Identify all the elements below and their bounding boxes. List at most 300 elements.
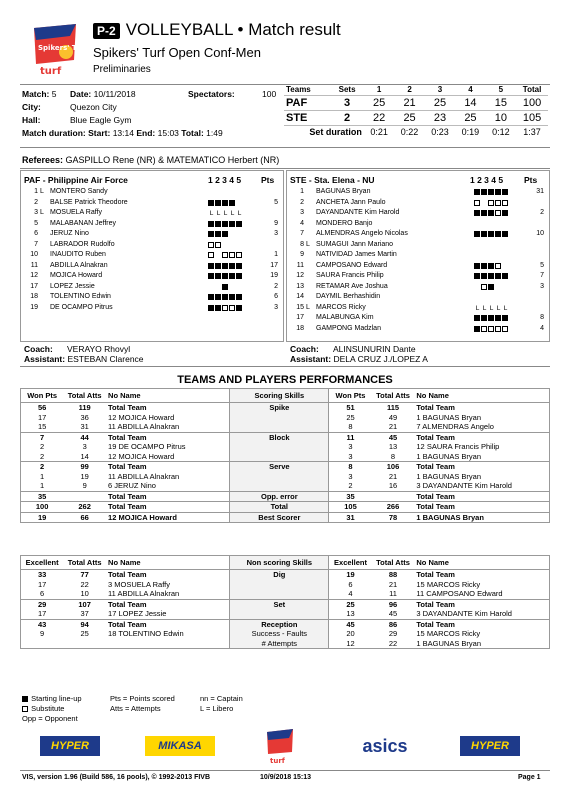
perf-player: 12 MOJICA Howard	[108, 512, 177, 522]
player-name: DAYMIL Berhashidin	[316, 293, 381, 300]
perf-row	[21, 481, 550, 491]
skill-label: # Attempts	[230, 639, 329, 649]
substitute-square-icon	[481, 326, 487, 332]
perf-header-cell: Won Pts	[335, 391, 366, 400]
skill-label: Success - Faults	[230, 629, 329, 639]
perf-row	[21, 502, 550, 513]
perf-value: 31	[346, 512, 355, 522]
player-set-marks	[474, 210, 509, 217]
player-number: 1	[34, 188, 38, 195]
starting-square-icon	[229, 200, 235, 206]
player-name: BALSE Patrick Theodore	[50, 198, 128, 206]
perf-value: 35	[346, 491, 355, 501]
perf-row	[21, 512, 550, 523]
title-text: VOLLEYBALL • Match result	[125, 20, 341, 39]
perf-row	[21, 629, 550, 639]
starting-square-icon	[474, 189, 480, 195]
player-set-marks	[208, 242, 222, 249]
perf-value: 20	[346, 629, 355, 638]
perf-value: 19	[346, 570, 355, 579]
referees: Referees: GASPILLO Rene (NR) & MATEMATICO Herbert (NR)	[22, 155, 280, 165]
substitute-square-icon	[208, 242, 214, 248]
perf-value: 49	[388, 412, 398, 422]
blank-mark	[481, 200, 487, 206]
perf-row	[21, 639, 550, 649]
divider	[20, 168, 550, 169]
player-points: 7	[540, 272, 544, 279]
perf-player: Total Team	[108, 570, 147, 579]
starting-square-icon	[222, 231, 228, 237]
perf-player: 12 MOJICA Howard	[108, 451, 175, 461]
starting-square-icon	[236, 305, 242, 311]
perf-player: 3 MOSUELA Raffy	[108, 579, 171, 589]
perf-header-cell: Total Atts	[376, 558, 410, 567]
perf-player: Total Team	[416, 619, 455, 629]
perf-value: 45	[346, 619, 355, 629]
perf-value: 1	[40, 471, 45, 481]
player-number: 7	[34, 240, 38, 248]
perf-row	[21, 462, 550, 472]
starting-square-icon	[495, 273, 501, 279]
perf-player: 11 ABDILLA Alnakran	[108, 589, 180, 598]
libero-mark: L	[216, 210, 221, 217]
duration-info: Match duration: Start: 13:14 End: 15:03 Total: 1:49	[22, 128, 223, 138]
sets-header-row: Teams Sets 1 2 3 4 5 Total	[286, 85, 542, 94]
perf-value: 33	[37, 570, 47, 579]
player-number: 5	[34, 219, 38, 227]
sponsor-hyper-logo-2: HYPER	[460, 736, 520, 756]
perf-row	[21, 403, 550, 413]
perf-value: 2	[40, 462, 45, 471]
perf-value: 45	[388, 609, 398, 618]
blank-mark	[215, 284, 221, 290]
team-a-name: PAF - Philippine Air Force	[24, 175, 128, 185]
perf-value: 14	[80, 451, 89, 461]
scoring-table	[20, 388, 550, 523]
player-number: 2	[34, 198, 38, 206]
perf-value: 44	[80, 432, 89, 442]
starting-square-icon	[495, 189, 501, 195]
perf-header-cell: Total Atts	[67, 558, 102, 567]
perf-value: 4	[348, 589, 353, 598]
sponsor-asics-logo: asics	[362, 735, 408, 756]
player-name: TOLENTINO Edwin	[50, 293, 111, 300]
perf-value: 13	[346, 609, 355, 618]
perf-value: 16	[388, 481, 398, 490]
libero-mark: L	[496, 304, 501, 312]
starting-square-icon	[474, 273, 480, 279]
perf-value: 3	[348, 442, 353, 451]
player-set-marks	[208, 273, 243, 280]
perf-row	[21, 589, 550, 599]
player-name: ALMENDRAS Angelo Nicolas	[316, 230, 408, 237]
player-set-marks	[474, 284, 495, 291]
perf-value: 262	[78, 502, 91, 511]
competition-name: Spikers' Turf Open Conf-Men	[93, 45, 261, 60]
skill-label	[230, 589, 329, 599]
date-info: Date: 10/11/2018	[70, 89, 136, 99]
player-points: 3	[274, 303, 278, 311]
starting-square-icon	[495, 231, 501, 237]
perf-value: 99	[80, 462, 89, 471]
starting-square-icon	[481, 210, 487, 216]
perf-value: 19	[80, 471, 89, 481]
perf-value: 8	[348, 422, 353, 431]
perf-value: 2	[40, 451, 45, 461]
perf-value: 88	[388, 570, 398, 579]
player-number: 3	[34, 209, 38, 216]
perf-header-cell: Excellent	[334, 558, 367, 567]
perf-player: 15 MARCOS Ricky	[416, 579, 481, 589]
perf-player: 11 CAMPOSANO Edward	[416, 589, 503, 598]
perf-player: 18 TOLENTINO Edwin	[108, 629, 184, 638]
perf-value: 8	[348, 462, 353, 471]
team-b-assistant: Assistant: DELA CRUZ J./LOPEZ A	[290, 354, 428, 364]
perf-value: 10	[80, 589, 89, 598]
nonscoring-table	[20, 555, 550, 649]
starting-square-icon	[502, 210, 508, 216]
starting-square-icon	[208, 200, 214, 206]
perf-value: 105	[344, 502, 357, 511]
perf-value: 22	[388, 638, 398, 648]
perf-value: 3	[348, 471, 353, 481]
perf-player: Total Team	[416, 403, 455, 412]
p2-badge: P-2	[93, 23, 120, 39]
perf-value: 12	[346, 638, 355, 648]
libero-mark: L	[237, 210, 242, 217]
perf-value: 66	[80, 512, 89, 522]
perf-player	[106, 639, 230, 649]
player-set-marks	[208, 200, 236, 207]
filled-square-icon	[22, 696, 28, 702]
player-points: 6	[274, 293, 278, 300]
perf-value: 2	[348, 481, 353, 490]
player-number: 15	[296, 303, 304, 311]
substitute-square-icon	[502, 326, 508, 332]
perf-value: 3	[348, 451, 353, 461]
starting-square-icon	[502, 231, 508, 237]
phase-name: Preliminaries	[93, 64, 151, 75]
legend-substitute: Substitute	[22, 704, 64, 713]
perf-player: Total Team	[416, 491, 455, 501]
player-points: 3	[274, 230, 278, 237]
perf-value: 43	[37, 619, 47, 629]
page-title	[93, 20, 341, 40]
city-info: City:	[22, 102, 41, 112]
perf-value: 6	[40, 589, 45, 598]
svg-text:turf: turf	[270, 757, 285, 765]
perf-value: 2	[40, 442, 45, 451]
perf-value: 266	[386, 502, 400, 511]
hall-value: Blue Eagle Gym	[70, 115, 132, 125]
player-set-marks	[474, 305, 509, 312]
skill-label: Opp. error	[230, 491, 329, 502]
perf-value: 21	[388, 422, 398, 431]
libero-mark: L	[230, 210, 235, 217]
perf-player: 1 BAGUNAS Bryan	[416, 471, 481, 481]
perf-row	[21, 472, 550, 482]
skill-label: Dig	[230, 570, 329, 580]
player-name: MOJICA Howard	[50, 272, 103, 279]
perf-player: 12 MOJICA Howard	[108, 412, 175, 422]
substitute-square-icon	[495, 210, 501, 216]
substitute-square-icon	[208, 252, 214, 258]
skill-label	[230, 609, 329, 619]
legend-captain: nn = Captain	[200, 694, 243, 703]
player-name: ANCHETA Jann Paulo	[316, 198, 386, 206]
perf-value: 1	[40, 481, 45, 490]
divider	[20, 147, 550, 148]
legend-starting: Starting line-up	[22, 694, 82, 703]
skill-label: Set	[230, 599, 329, 609]
player-number: 11	[296, 261, 304, 269]
player-set-marks	[474, 231, 509, 238]
starting-square-icon	[208, 305, 214, 311]
starting-square-icon	[208, 231, 214, 237]
player-set-marks	[208, 231, 229, 238]
starting-square-icon	[488, 263, 494, 269]
perf-value	[63, 639, 106, 649]
skill-label: Serve	[230, 462, 329, 472]
player-points: 5	[274, 198, 278, 206]
starting-square-icon	[215, 273, 221, 279]
logo-text: Spikers' Turf	[38, 44, 88, 52]
starting-square-icon	[236, 273, 242, 279]
perf-value: 119	[78, 403, 91, 412]
perf-player: Total Team	[416, 599, 455, 609]
player-name: LOPEZ Jessie	[50, 282, 95, 290]
libero-mark: L	[209, 210, 214, 217]
player-name: MALABUNGA Kim	[316, 314, 374, 321]
perf-value: 107	[78, 599, 91, 609]
blank-mark	[208, 284, 214, 290]
perf-value: 25	[346, 412, 355, 422]
substitute-square-icon	[229, 305, 235, 311]
perf-player: 1 BAGUNAS Bryan	[416, 638, 481, 648]
spectators-value: 100	[262, 89, 277, 99]
player-points: 2	[540, 209, 544, 216]
player-set-marks	[474, 315, 509, 322]
skill-label	[230, 481, 329, 491]
starting-square-icon	[215, 263, 221, 269]
starting-square-icon	[474, 263, 480, 269]
perf-value: 94	[80, 619, 89, 629]
starting-square-icon	[474, 231, 480, 237]
perf-value: 56	[37, 403, 47, 412]
starting-square-icon	[222, 294, 228, 300]
player-number: 18	[30, 293, 38, 300]
sets-row-ste: STE 2 22 25 23 25 10 105	[284, 111, 548, 126]
player-points: 8	[540, 314, 544, 321]
starting-square-icon	[236, 221, 242, 227]
player-name: INAUDITO Ruben	[50, 251, 106, 258]
player-points: 17	[270, 261, 278, 269]
player-name: DAYANDANTE Kim Harold	[316, 209, 400, 216]
player-set-marks	[208, 252, 243, 259]
player-name: NATIVIDAD James Martin	[316, 251, 397, 258]
player-name: JERUZ Nino	[50, 230, 89, 237]
team-a-sets-header: 1 2 3 4 5	[208, 175, 242, 185]
set-duration-row: Set duration 0:21 0:22 0:23 0:19 0:12 1:37	[284, 126, 548, 139]
perf-header-cell: No Name	[108, 558, 141, 567]
perf-value: 31	[80, 422, 89, 431]
perf-value: 17	[37, 412, 47, 422]
substitute-square-icon	[222, 252, 228, 258]
skill-label: Spike	[230, 403, 329, 413]
team-b-name: STE - Sta. Elena - NU	[290, 175, 375, 185]
skill-label	[230, 442, 329, 452]
perf-player: 1 BAGUNAS Bryan	[416, 451, 481, 461]
perf-player: Total Team	[108, 599, 147, 609]
starting-square-icon	[488, 284, 494, 290]
perf-row	[21, 442, 550, 452]
perf-value: 22	[80, 579, 89, 589]
starting-square-icon	[488, 231, 494, 237]
player-name: CAMPOSANO Edward	[316, 261, 388, 269]
perf-header-cell: Won Pts	[27, 391, 58, 400]
perf-value: 25	[80, 629, 89, 638]
team-b-sets-header: 1 2 3 4 5	[470, 175, 504, 185]
match-info-row1: Match: 5	[22, 89, 57, 99]
player-set-marks	[474, 273, 509, 280]
starting-square-icon	[229, 273, 235, 279]
player-points: 10	[536, 230, 544, 237]
player-set-marks	[474, 189, 509, 196]
player-number: 13	[296, 282, 304, 290]
perf-value: 106	[386, 462, 400, 471]
perf-player: 19 DE OCAMPO Pitrus	[108, 442, 186, 451]
sets-table	[284, 84, 548, 138]
perf-player: Total Team	[416, 462, 455, 471]
team-a-coach: Coach: VERAYO Rhovyl	[24, 344, 131, 354]
perf-value: 7	[40, 432, 45, 442]
skill-label: Block	[230, 432, 329, 442]
perf-row	[21, 422, 550, 432]
perf-header-cell: No Name	[416, 558, 449, 567]
player-set-marks	[474, 200, 509, 207]
starting-square-icon	[474, 315, 480, 321]
starting-square-icon	[502, 315, 508, 321]
starting-square-icon	[222, 284, 228, 290]
perf-value: 29	[388, 629, 398, 638]
player-points: 31	[536, 188, 544, 195]
perf-row	[21, 599, 550, 609]
perf-value: 25	[346, 599, 355, 609]
skill-label: Reception	[230, 619, 329, 629]
hall-info: Hall:	[22, 115, 41, 125]
perf-player: 12 SAURA Francis Philip	[416, 442, 500, 451]
starting-square-icon	[229, 263, 235, 269]
player-number: 14	[296, 293, 304, 300]
perf-value: 6	[348, 579, 353, 589]
perf-row	[21, 619, 550, 629]
perf-row	[21, 609, 550, 619]
perf-header-cell: Scoring Skills	[230, 389, 329, 403]
perf-player: 17 LOPEZ Jessie	[108, 609, 167, 618]
footer-printed: 10/9/2018 15:13	[260, 774, 311, 781]
libero-mark: L	[475, 304, 480, 312]
starting-square-icon	[236, 294, 242, 300]
perf-value: 11	[346, 432, 355, 442]
perf-row	[21, 580, 550, 590]
skill-label	[230, 452, 329, 462]
starting-square-icon	[481, 189, 487, 195]
perf-value: 115	[386, 403, 400, 412]
sponsor-hyper-logo: HYPER	[40, 736, 100, 756]
player-points: 19	[270, 272, 278, 279]
perf-value: 45	[388, 432, 398, 442]
player-number: 10	[30, 251, 38, 258]
player-number: 4	[300, 219, 304, 227]
team-b-pts-header: Pts	[524, 175, 538, 185]
perf-row	[21, 432, 550, 442]
starting-square-icon	[222, 200, 228, 206]
perf-player: 11 ABDILLA Alnakran	[108, 422, 180, 431]
starting-square-icon	[215, 231, 221, 237]
player-number: 9	[300, 251, 304, 258]
blank-mark	[474, 284, 480, 290]
perf-row	[21, 413, 550, 423]
perf-value: 15	[37, 422, 47, 431]
player-number: 17	[30, 282, 38, 290]
perf-value: 100	[35, 502, 49, 511]
perf-player: 3 DAYANDANTE Kim Harold	[416, 609, 512, 618]
starting-square-icon	[215, 221, 221, 227]
perf-value	[21, 639, 64, 649]
player-number: 7	[300, 230, 304, 237]
perf-value: 21	[388, 471, 398, 481]
perf-player: Total Team	[416, 570, 455, 579]
sets-row-paf: PAF 3 25 21 25 14 15 100	[284, 96, 548, 111]
blank-mark	[215, 252, 221, 258]
city-value: Quezon City	[70, 102, 117, 112]
substitute-square-icon	[495, 326, 501, 332]
substitute-square-icon	[222, 305, 228, 311]
player-set-marks	[208, 210, 243, 217]
player-set-marks	[474, 263, 502, 270]
perf-header-cell: No Name	[108, 391, 141, 400]
team-a-assistant: Assistant: ESTEBAN Clarence	[24, 354, 144, 364]
player-name: MONDERO Banjo	[316, 219, 373, 227]
substitute-square-icon	[495, 263, 501, 269]
perf-header-cell: Total Atts	[67, 391, 102, 400]
perf-player: 3 DAYANDANTE Kim Harold	[416, 481, 512, 490]
perf-value: 21	[388, 579, 398, 589]
perf-player: Total Team	[108, 502, 147, 511]
perf-value: 3	[82, 442, 87, 451]
skill-label: Total	[230, 502, 329, 513]
starting-square-icon	[488, 315, 494, 321]
starting-square-icon	[222, 221, 228, 227]
libero-mark: L	[503, 304, 508, 312]
player-number: 6	[34, 230, 38, 237]
starting-square-icon	[481, 263, 487, 269]
substitute-square-icon	[495, 200, 501, 206]
perf-player: Total Team	[108, 491, 147, 501]
substitute-square-icon	[215, 242, 221, 248]
substitute-square-icon	[488, 326, 494, 332]
player-name: MONTERO Sandy	[50, 188, 108, 195]
starting-square-icon	[229, 294, 235, 300]
team-b-coach: Coach: ALINSUNURIN Dante	[290, 344, 416, 354]
perf-player: 7 ALMENDRAS Angelo	[416, 422, 494, 431]
player-set-marks	[208, 263, 243, 270]
starting-square-icon	[481, 315, 487, 321]
starting-square-icon	[229, 221, 235, 227]
perf-value: 13	[388, 442, 398, 451]
perf-value: 86	[388, 619, 398, 629]
substitute-square-icon	[481, 284, 487, 290]
